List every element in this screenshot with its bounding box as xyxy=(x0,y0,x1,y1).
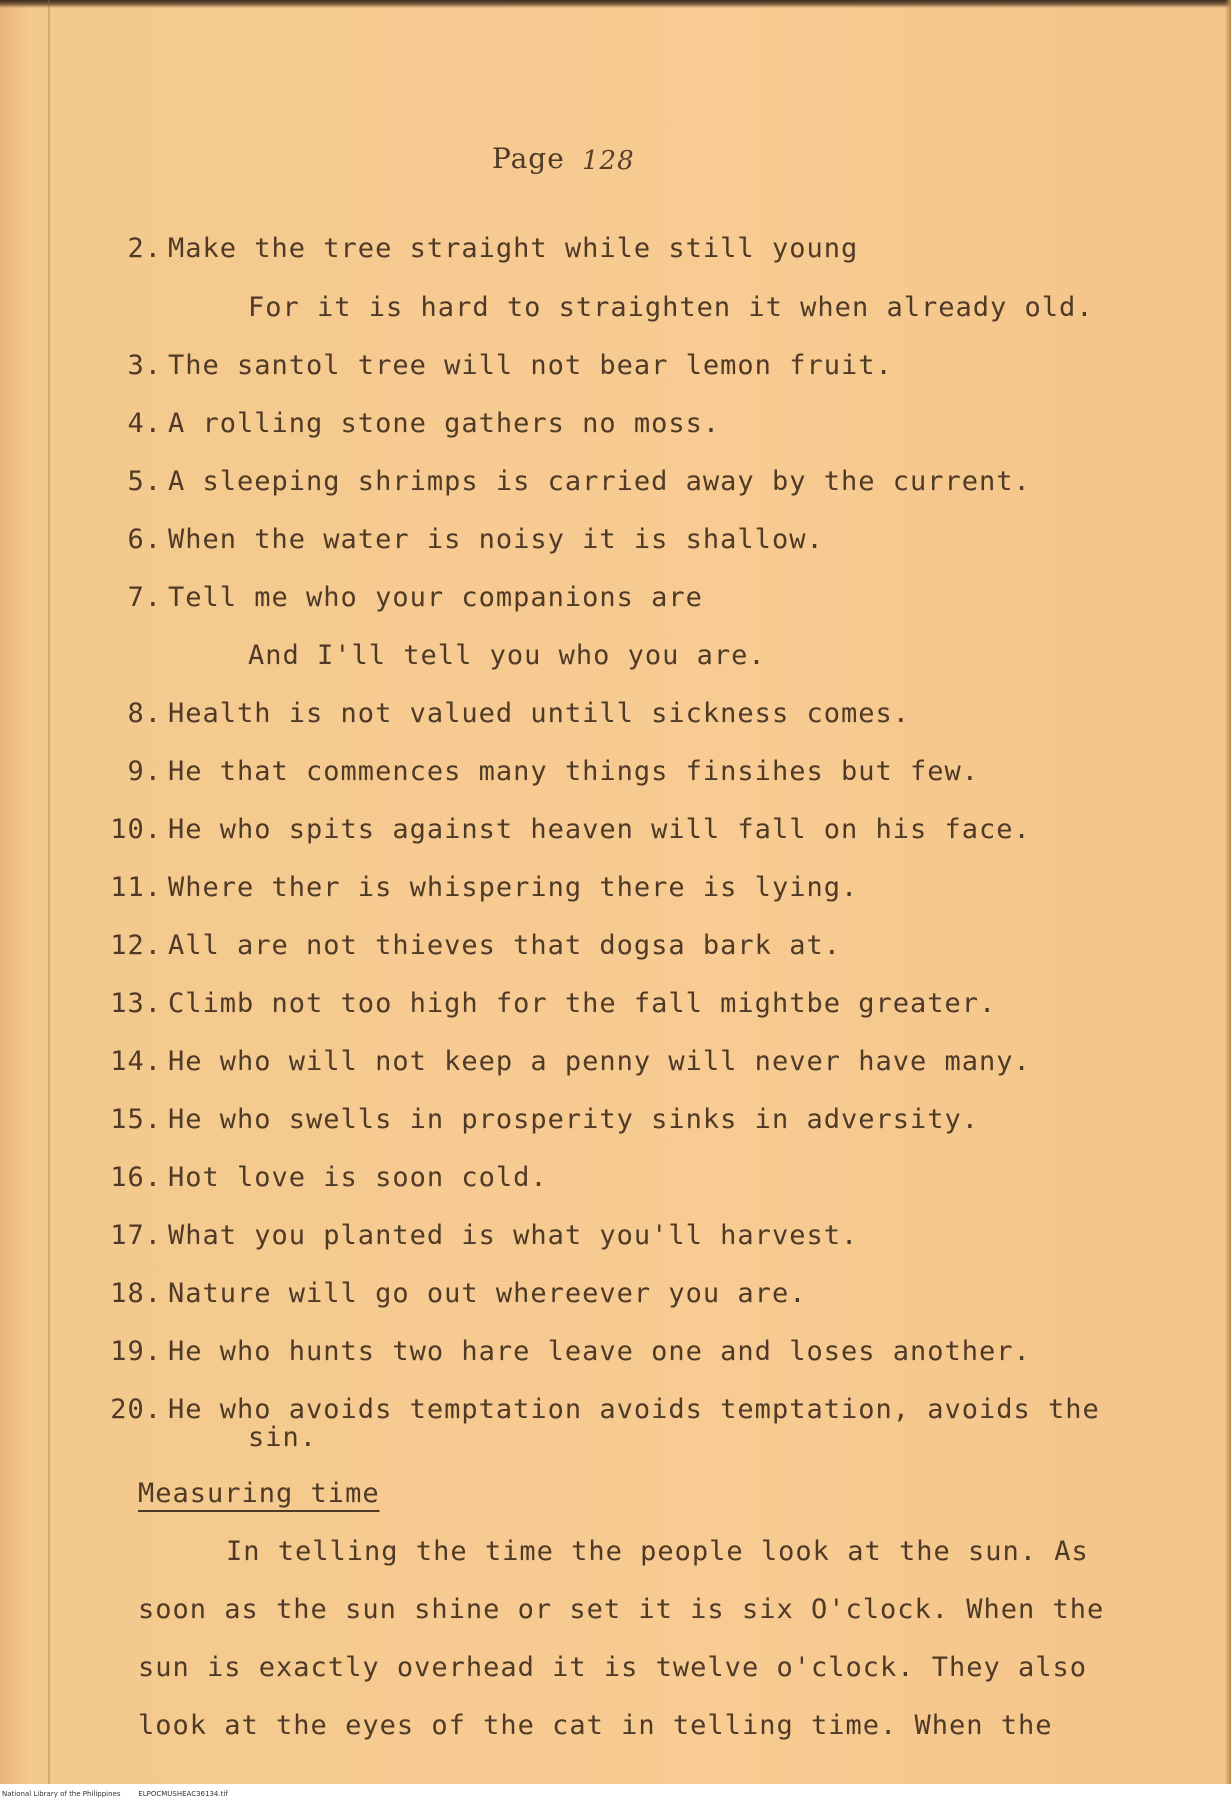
item-text: He who avoids temptation avoids temptation, avoids the xyxy=(168,1394,1100,1425)
item-text: Where ther is whispering there is lying. xyxy=(168,872,859,903)
item-text: Nature will go out whereever you are. xyxy=(168,1278,807,1309)
item-text: When the water is noisy it is shallow. xyxy=(168,524,824,555)
paragraph-line: look at the eyes of the cat in telling time. When the xyxy=(138,1710,1053,1741)
item-number: 15. xyxy=(110,1104,162,1135)
paragraph-line: In telling the time the people look at the sun. As xyxy=(226,1536,1089,1567)
item-number: 7. xyxy=(127,582,162,613)
proverb-item xyxy=(94,1220,858,1251)
proverb-item xyxy=(94,1046,1031,1077)
item-number: 9. xyxy=(127,756,162,787)
proverb-item xyxy=(94,1278,806,1309)
item-number: 5. xyxy=(127,466,162,497)
item-number: 19. xyxy=(110,1336,162,1367)
footer-text: National Library of the Philippines ELPOCMUSHEAC36134.tif xyxy=(2,1790,228,1798)
proverb-item xyxy=(94,408,720,439)
proverb-item xyxy=(94,930,841,961)
item-number: 17. xyxy=(110,1220,162,1251)
paragraph-line: sun is exactly overhead it is twelve o'clock. They also xyxy=(138,1652,1088,1683)
item-text: He who spits against heaven will fall on his face. xyxy=(168,814,1031,845)
proverb-item xyxy=(94,466,1031,497)
item-text: A rolling stone gathers no moss. xyxy=(168,408,721,439)
item-text: He that commences many things finsihes but few. xyxy=(168,756,980,787)
proverb-continuation: And I'll tell you who you are. xyxy=(248,640,766,671)
item-text: He who swells in prosperity sinks in adversity. xyxy=(168,1104,980,1135)
item-text: The santol tree will not bear lemon fruit. xyxy=(168,350,893,381)
proverb-continuation: sin. xyxy=(248,1422,318,1453)
item-text: What you planted is what you'll harvest. xyxy=(168,1220,859,1251)
page-label: Page xyxy=(492,142,565,175)
paragraph-line: soon as the sun shine or set it is six O'clock. When the xyxy=(138,1594,1105,1625)
item-text: He who will not keep a penny will never have many. xyxy=(168,1046,1031,1077)
proverb-item xyxy=(94,698,910,729)
item-number: 8. xyxy=(127,698,162,729)
item-number: 16. xyxy=(110,1162,162,1193)
item-text: Health is not valued untill sickness comes. xyxy=(168,698,910,729)
item-text: A sleeping shrimps is carried away by the current. xyxy=(168,466,1031,497)
item-number: 14. xyxy=(110,1046,162,1077)
section-heading: Measuring time xyxy=(138,1478,380,1509)
item-number: 2. xyxy=(127,233,162,264)
item-text: Tell me who your companions are xyxy=(168,582,703,613)
item-number: 11. xyxy=(110,872,162,903)
proverb-item xyxy=(94,524,824,555)
proverb-item xyxy=(94,988,996,1019)
proverb-item xyxy=(94,1162,548,1193)
item-number: 4. xyxy=(127,408,162,439)
scan-footer xyxy=(0,1784,1231,1800)
item-number: 6. xyxy=(127,524,162,555)
item-number: 18. xyxy=(110,1278,162,1309)
item-text: All are not thieves that dogsa bark at. xyxy=(168,930,841,961)
page-number: 128 xyxy=(582,146,635,176)
proverb-item xyxy=(94,582,703,613)
proverb-item xyxy=(94,233,858,264)
proverb-continuation: For it is hard to straighten it when already old. xyxy=(248,292,1094,323)
item-text: Climb not too high for the fall mightbe greater. xyxy=(168,988,997,1019)
proverb-item xyxy=(94,756,979,787)
proverb-item xyxy=(94,1336,1031,1367)
proverb-item xyxy=(94,872,858,903)
proverb-item xyxy=(94,1104,979,1135)
proverb-item xyxy=(94,814,1031,845)
proverb-item xyxy=(94,1394,1100,1425)
scan-right-edge xyxy=(1225,0,1231,1800)
item-text: He who hunts two hare leave one and loses another. xyxy=(168,1336,1031,1367)
item-text: Make the tree straight while still young xyxy=(168,233,859,264)
item-number: 12. xyxy=(110,930,162,961)
item-number: 3. xyxy=(127,350,162,381)
proverb-item xyxy=(94,350,893,381)
item-number: 13. xyxy=(110,988,162,1019)
item-text: Hot love is soon cold. xyxy=(168,1162,548,1193)
scan-top-edge xyxy=(0,0,1231,8)
paper-fold-line xyxy=(48,0,50,1800)
item-number: 20. xyxy=(110,1394,162,1425)
item-number: 10. xyxy=(110,814,162,845)
